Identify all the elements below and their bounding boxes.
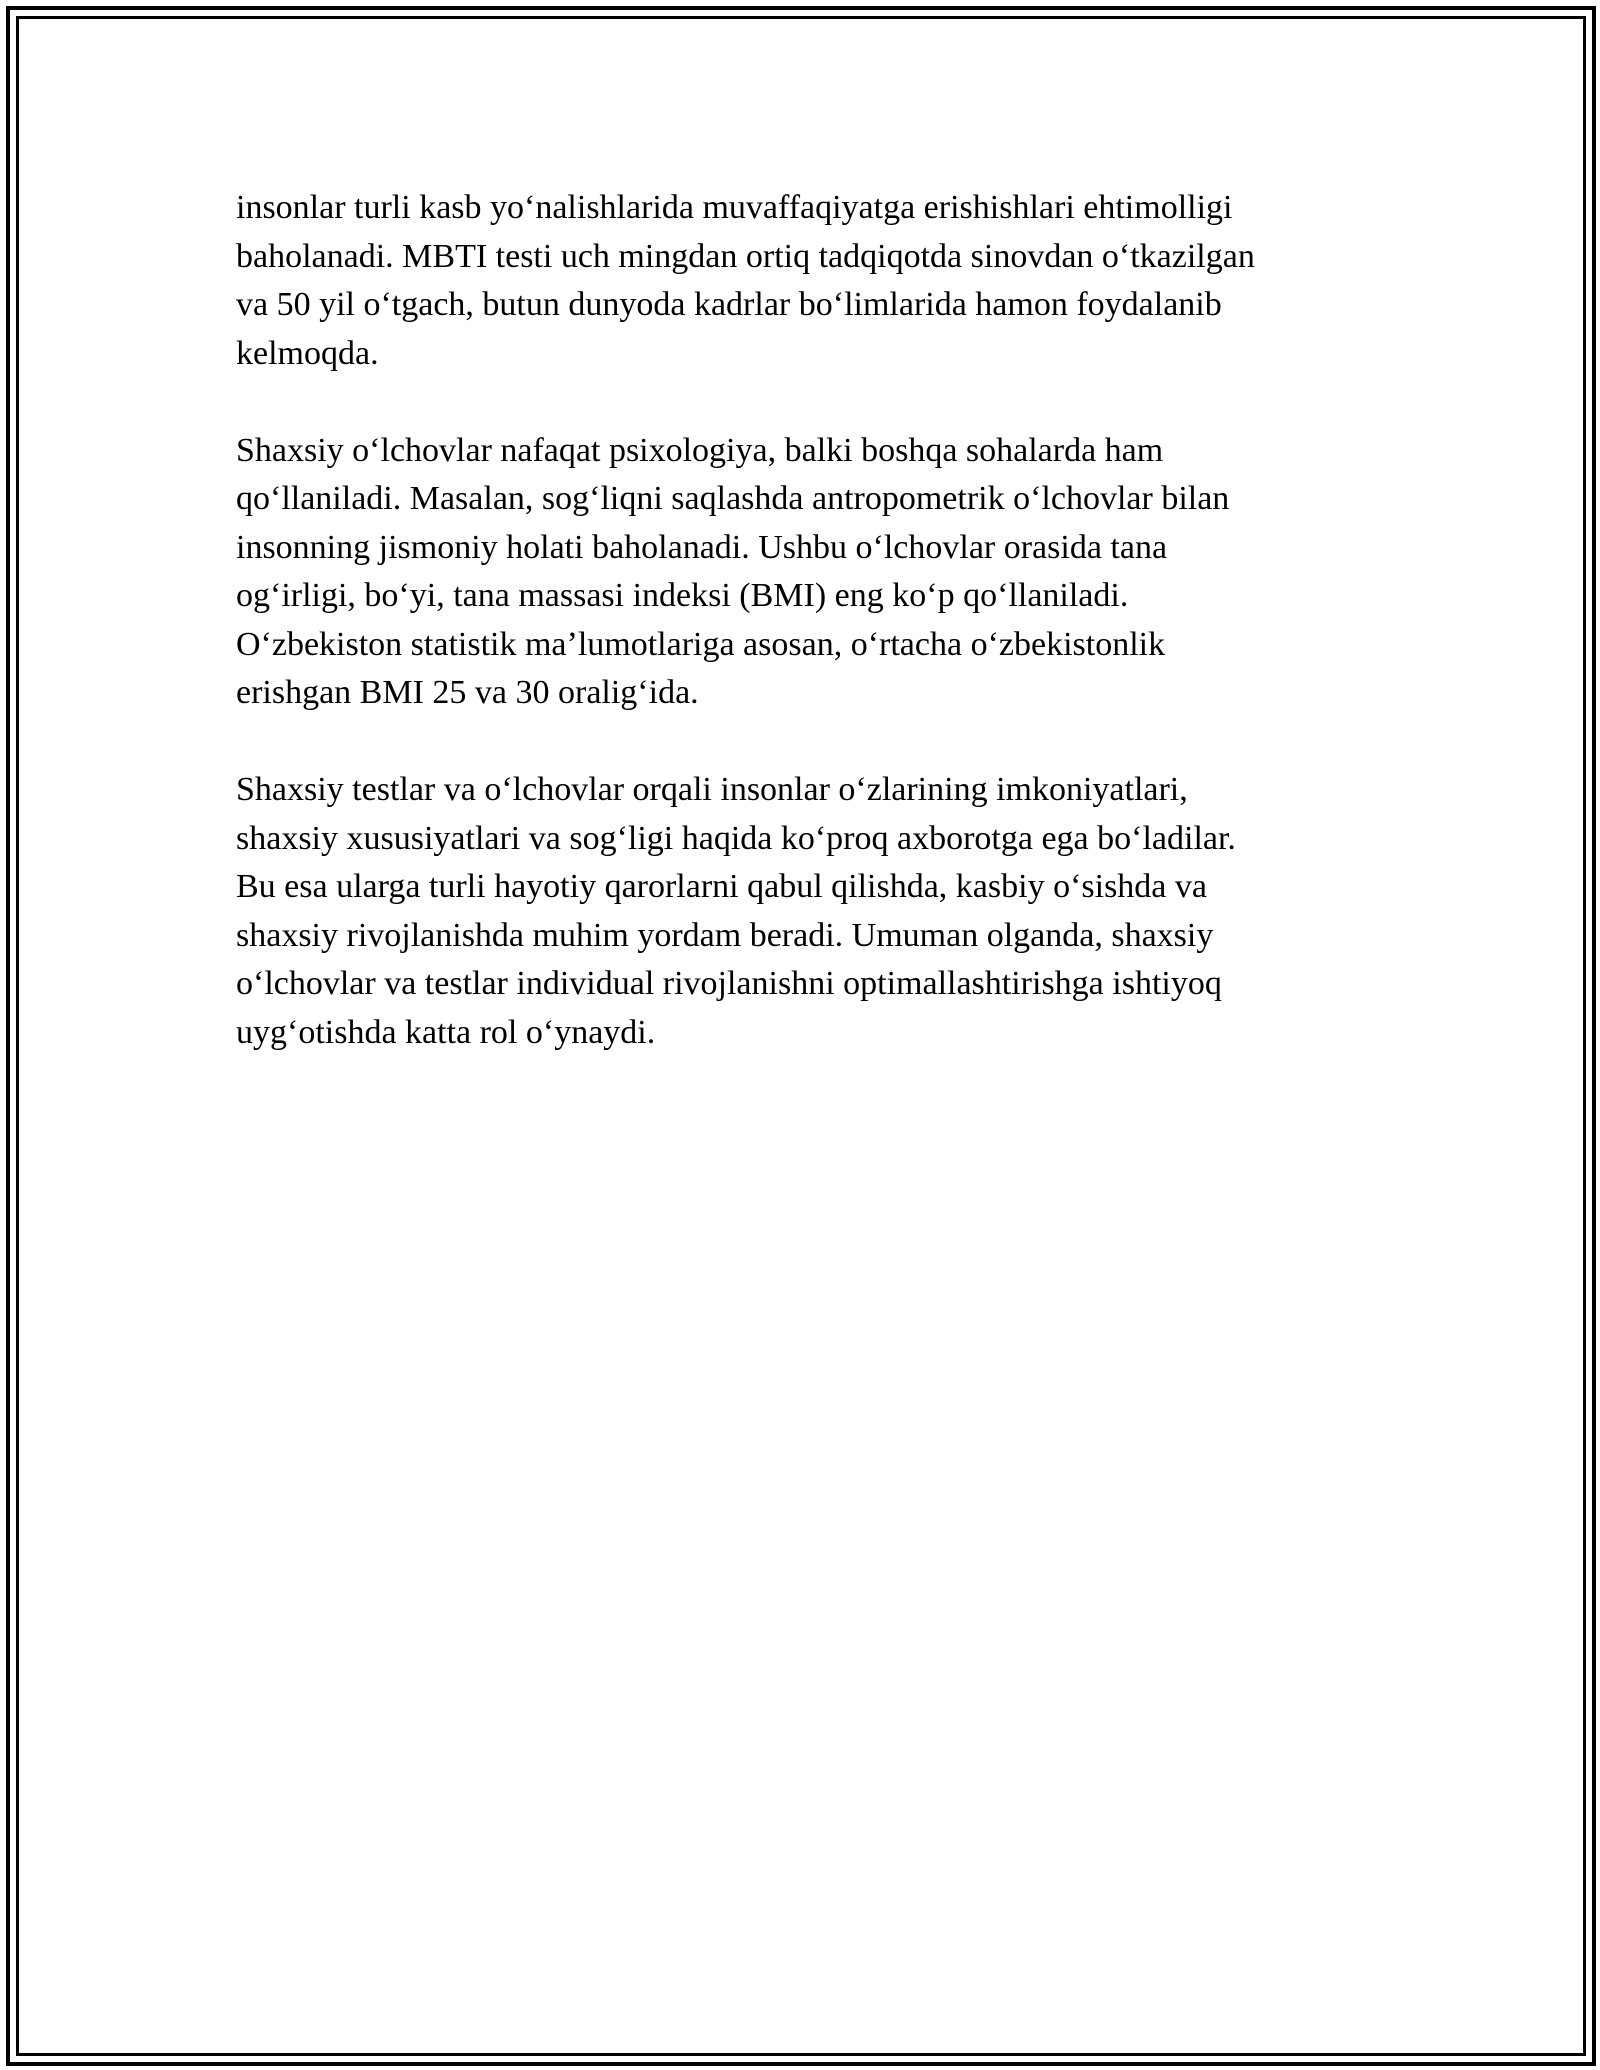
text-line: shaxsiy rivojlanishda muhim yordam beradi. Umuman olganda, shaxsiy bbox=[236, 916, 1214, 954]
document-body bbox=[236, 184, 1366, 1106]
text-line: Bu esa ularga turli hayotiy qarorlarni qabul qilishda, kasbiy oʻsishda va bbox=[236, 868, 1207, 905]
text-line: kelmoqda. bbox=[236, 334, 379, 372]
text-line: oʻlchovlar va testlar individual rivojlanishni optimallashtirishga ishtiyoq bbox=[236, 965, 1222, 1002]
paragraph-1 bbox=[236, 184, 1366, 378]
text-line: uygʻotishda katta rol oʻynaydi. bbox=[236, 1013, 656, 1051]
text-line: baholanadi. MBTI testi uch mingdan ortiq tadqiqotda sinovdan oʻtkazilgan bbox=[236, 237, 1255, 275]
paragraph-2 bbox=[236, 427, 1366, 718]
text-line: insonlar turli kasb yoʻnalishlarida muvaffaqiyatga erishishlari ehtimolligi bbox=[236, 189, 1233, 226]
text-line: shaxsiy xususiyatlari va sogʻligi haqida koʻproq axborotga ega boʻladilar. bbox=[236, 819, 1236, 857]
paragraph-3 bbox=[236, 766, 1366, 1057]
text-line: erishgan BMI 25 va 30 oraligʻida. bbox=[236, 674, 699, 711]
text-line: insonning jismoniy holati baholanadi. Ushbu oʻlchovlar orasida tana bbox=[236, 528, 1168, 566]
text-line: Shaxsiy oʻlchovlar nafaqat psixologiya, balki boshqa sohalarda ham bbox=[236, 431, 1164, 469]
text-line: va 50 yil oʻtgach, butun dunyoda kadrlar boʻlimlarida hamon foydalanib bbox=[236, 286, 1222, 323]
text-line: qoʻllaniladi. Masalan, sogʻliqni saqlashda antropometrik oʻlchovlar bilan bbox=[236, 480, 1230, 517]
text-line: ogʻirligi, boʻyi, tana massasi indeksi (BMI) eng koʻp qoʻllaniladi. bbox=[236, 577, 1129, 614]
text-line: Shaxsiy testlar va oʻlchovlar orqali insonlar oʻzlarining imkoniyatlari, bbox=[236, 771, 1188, 808]
text-line: Oʻzbekiston statistik maʼlumotlariga asosan, oʻrtacha oʻzbekistonlik bbox=[236, 625, 1166, 663]
